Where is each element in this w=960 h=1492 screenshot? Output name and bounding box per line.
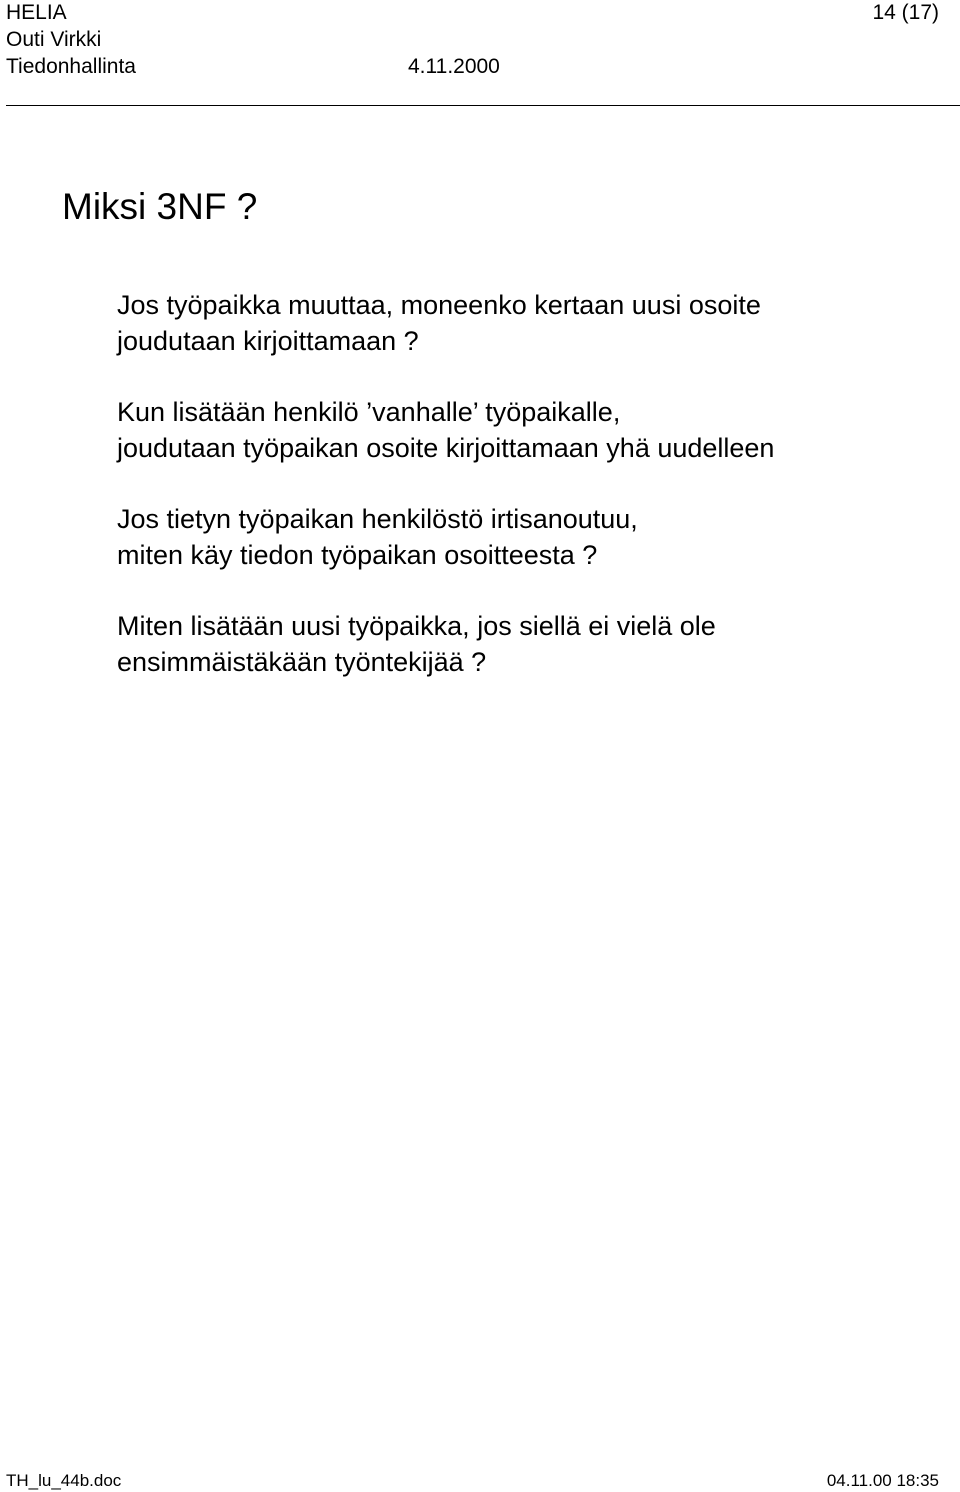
question-paragraph-3 [117, 501, 947, 573]
page-title: Miksi 3NF ? [62, 186, 258, 227]
header-page-indicator: 14 (17) [872, 1, 939, 24]
header-date: 4.11.2000 [408, 55, 500, 78]
question-4-line-2: ensimmäistäkään työntekijää ? [117, 647, 487, 677]
header-organization: HELIA [6, 1, 67, 24]
question-2-line-2: joudutaan työpaikan osoite kirjoittamaan yhä uudelleen [117, 433, 775, 463]
question-paragraph-1 [117, 287, 947, 359]
question-paragraph-2 [117, 394, 947, 466]
question-1-line-2: joudutaan kirjoittamaan ? [117, 326, 419, 356]
footer-timestamp: 04.11.00 18:35 [826, 1471, 939, 1490]
question-paragraph-4 [117, 608, 947, 680]
question-1-line-1: Jos työpaikka muuttaa, moneenko kertaan uusi osoite [117, 290, 761, 320]
footer-filename: TH_lu_44b.doc [6, 1471, 122, 1490]
question-list [117, 287, 947, 715]
question-4-line-1: Miten lisätään uusi työpaikka, jos siellä ei vielä ole [117, 611, 716, 641]
header-author: Outi Virkki [6, 28, 102, 51]
question-3-line-2: miten käy tiedon työpaikan osoitteesta ? [117, 540, 598, 570]
header-course: Tiedonhallinta [6, 55, 136, 78]
header-divider [6, 105, 960, 106]
question-2-line-1: Kun lisätään henkilö ’vanhalle’ työpaikalle, [117, 397, 621, 427]
question-3-line-1: Jos tietyn työpaikan henkilöstö irtisanoutuu, [117, 504, 638, 534]
